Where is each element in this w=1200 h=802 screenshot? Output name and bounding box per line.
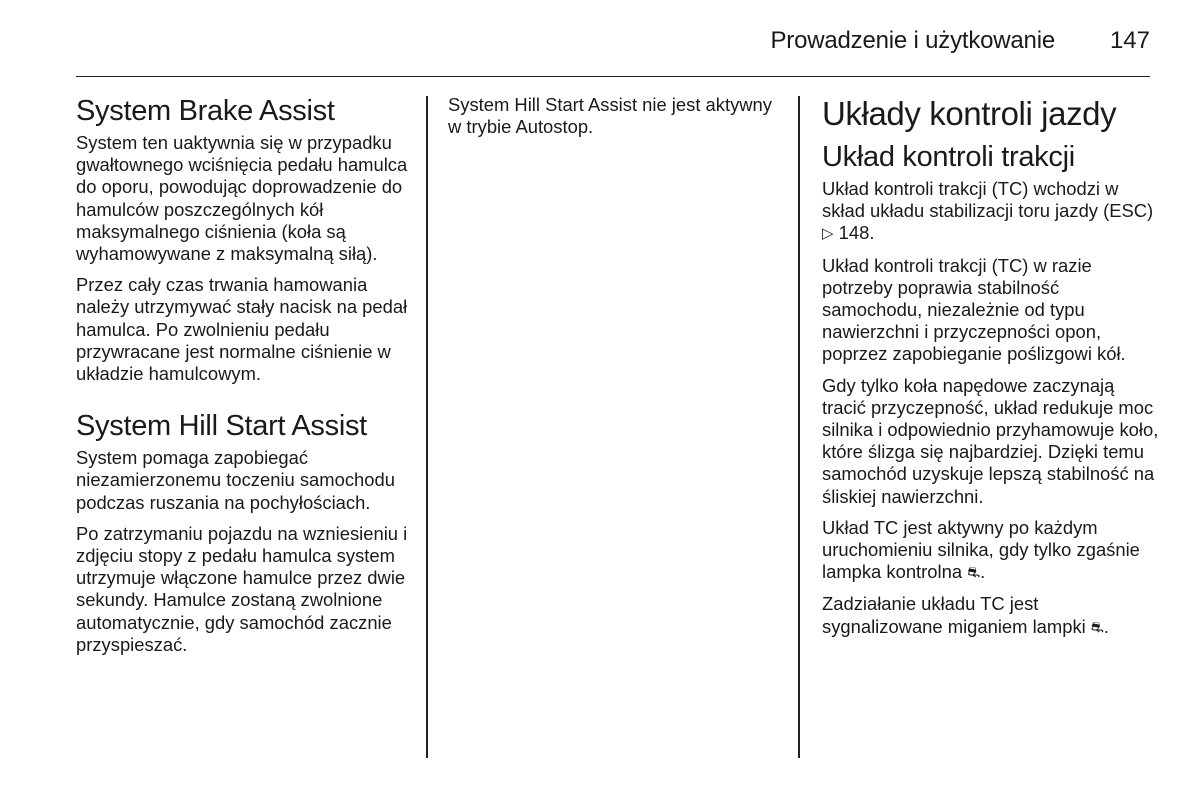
paragraph [822, 517, 1162, 585]
page-reference[interactable]: 148. [838, 222, 875, 244]
paragraph [822, 178, 1162, 246]
column-middle [448, 94, 778, 147]
paragraph-text: Układ TC jest aktywny po każdym uruchomieniu silnika, gdy tylko zgaśnie lampka kontrolna [822, 516, 1140, 583]
paragraph [822, 593, 1162, 638]
paragraph: Po zatrzymaniu pojazdu na wzniesieniu i zdjęciu stopy z pedału hamulca system utrzymuje włączone hamulce przez dwie sekundy. Hamulce zostaną zwolnione automatycznie, gdy samochód zacznie przyspieszać. [76, 522, 408, 655]
column-left [76, 94, 411, 665]
period: . [1103, 615, 1109, 637]
chapter-title: Układy kontroli jazdy [822, 95, 1117, 132]
paragraph-text: Układ kontroli trakcji (TC) wchodzi w skład układu stabilizacji toru jazdy (ESC) [822, 178, 1154, 222]
column-divider-2 [798, 96, 800, 758]
period: . [980, 561, 986, 583]
paragraph: Przez cały czas trwania hamowania należy utrzymywać stały nacisk na pedał hamulca. Po zwolnieniu pedału przywracane jest normalne ciśnienie w układzie hamulcowym. [76, 274, 408, 385]
column-right [822, 94, 1162, 648]
paragraph: System pomaga zapobiegać niezamierzonemu toczeniu samochodu podczas ruszania na pochyłościach. [76, 447, 395, 513]
traction-control-lamp-icon: ⛐ [967, 564, 981, 582]
section-heading-brake-assist: System Brake Assist [76, 95, 335, 127]
paragraph: System ten uaktywnia się w przypadku gwałtownego wciśnięcia pedału hamulca do oporu, powodując doprowadzenie do hamulców poszczególnych kół maksymalnego ciśnienia (koła są wyhamowywane z maksymalną siłą). [76, 132, 408, 265]
paragraph: Układ kontroli trakcji (TC) w razie potrzeby poprawia stabilność samochodu, niezależnie od typu nawierzchni i przyczepności opon, poprzez zapobieganie poślizgowi kół. [822, 254, 1126, 365]
section-heading-traction-control: Układ kontroli trakcji [822, 141, 1075, 173]
paragraph-text: Zadziałanie układu TC jest sygnalizowane miganiem lampki [822, 593, 1086, 637]
column-divider-1 [426, 96, 428, 758]
section-heading-hill-start-assist: System Hill Start Assist [76, 410, 367, 443]
page-number: 147 [1109, 27, 1150, 54]
traction-control-lamp-icon: ⛐ [1090, 618, 1104, 636]
header-title: Prowadzenie i użytkowanie [770, 27, 1055, 54]
page-header [76, 0, 1150, 77]
page-reference-arrow-icon: ▷ [822, 225, 834, 243]
paragraph: Gdy tylko koła napędowe zaczynają tracić przyczepność, układ redukuje moc silnika i odpowiednio przyhamowuje koło, które ślizga się najbardziej. Dzięki temu samochód uzyskuje lepszą stabilność na śliskiej nawierzchni. [822, 374, 1159, 507]
paragraph: System Hill Start Assist nie jest aktywny w trybie Autostop. [448, 94, 772, 138]
